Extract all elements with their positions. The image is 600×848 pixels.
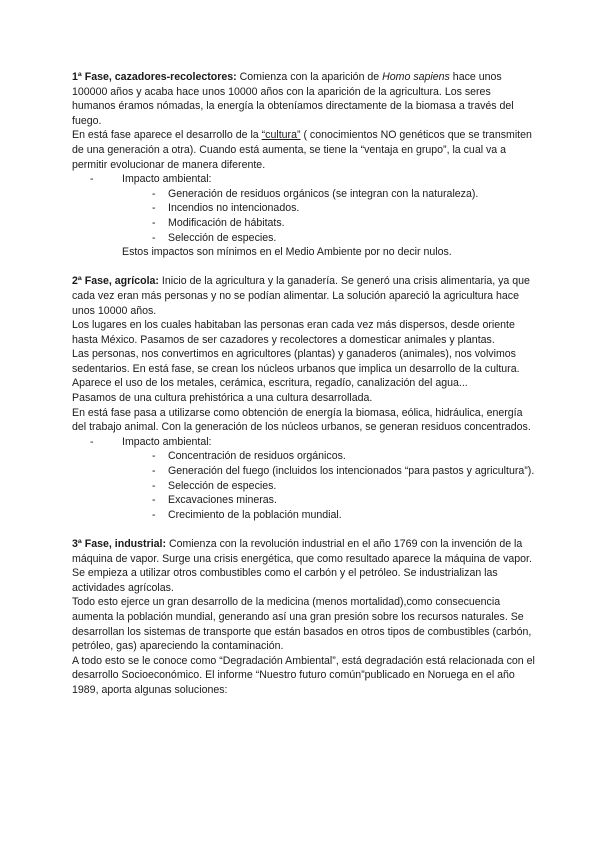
impact-sublist — [122, 187, 537, 245]
paragraph: A todo esto se le conoce como “Degradación Ambiental”, está degradación está relacionada con el desarrollo Socioeconómico. El informe “Nuestro futuro común”publicado en Noruega en el año 1989, aporta algunas soluciones: — [72, 654, 535, 696]
spacer — [72, 522, 537, 537]
text-run: En está fase aparece el desarrollo de la — [72, 129, 262, 142]
paragraph — [72, 537, 537, 595]
section-title: 3ª Fase, industrial: — [72, 538, 166, 550]
section-title: 1ª Fase, cazadores-recolectores: — [72, 71, 237, 83]
list-item: - Generación de residuos orgánicos (se integran con la naturaleza). — [152, 187, 537, 202]
paragraph — [72, 274, 537, 318]
list-item: - Selección de especies. — [152, 231, 537, 246]
paragraph: Todo esto ejerce un gran desarrollo de la medicina (menos mortalidad),como consecuencia aumenta la población mundial, generando así una gran presión sobre los recursos naturales. Se desarrollan los sistemas de transporte que están basados en otros tipos de combustibles (carbón, petróleo, gas) apareciendo la contaminación. — [72, 596, 532, 653]
list-item — [90, 172, 537, 245]
impact-list — [72, 172, 537, 245]
list-item — [90, 435, 537, 523]
section-hunter-gatherers — [72, 70, 537, 260]
list-item: - Generación del fuego (incluidos los intencionados “para pastos y agricultura”). — [152, 464, 537, 479]
paragraph: En está fase pasa a utilizarse como obtención de energía la biomasa, eólica, hidráulica, energía del trabajo animal. Con la generación de los núcleos urbanos, se generan residuos concentrados. — [72, 406, 531, 434]
section-title: 2ª Fase, agrícola: — [72, 275, 159, 288]
document-body — [72, 70, 537, 698]
impact-label: Impacto ambiental: — [122, 435, 212, 448]
list-item: - Excavaciones mineras. — [152, 493, 537, 508]
list-item: - Incendios no intencionados. — [152, 201, 537, 216]
impact-label: Impacto ambiental: — [122, 173, 212, 186]
impact-note: Estos impactos son mínimos en el Medio Ambiente por no decir nulos. — [122, 246, 452, 259]
list-item: - Crecimiento de la población mundial. — [152, 508, 537, 523]
section-industrial — [72, 537, 537, 698]
paragraph: Los lugares en los cuales habitaban las personas eran cada vez más dispersos, desde oriente hasta México. Pasamos de ser cazadores y recolectores a domesticar animales y plantas. — [72, 319, 515, 346]
spacer — [72, 260, 537, 275]
paragraph: Las personas, nos convertimos en agricultores (plantas) y ganaderos (animales), nos volvimos sedentarios. En está fase, se crean los núcleos urbanos que implica un desarrollo de la cultura. — [72, 348, 520, 375]
paragraph — [72, 70, 537, 128]
list-item: - Concentración de residuos orgánicos. — [152, 449, 537, 464]
species-name: Homo sapiens — [382, 71, 450, 83]
section-agricultural — [72, 274, 537, 522]
impact-sublist — [122, 449, 537, 522]
list-item: - Modificación de hábitats. — [152, 216, 537, 231]
paragraph: Aparece el uso de los metales, cerámica, escritura, regadío, canalización del agua... — [72, 377, 468, 390]
paragraph — [72, 128, 537, 172]
text-run: Comienza con la aparición de — [236, 71, 383, 83]
underlined-term: “cultura” — [261, 129, 301, 142]
list-item: - Selección de especies. — [152, 479, 537, 494]
text-run: Inicio de la agricultura y la ganadería. Se generó una crisis alimentaria, ya que cada vez eran más personas y no se podían alimentar. La solución apareció la agricultura hace unos 10000 años. — [72, 275, 530, 317]
text-run: hace unos 100000 años y acaba hace unos 10000 años con la aparición de la agricultura. Los seres humanos éramos nómadas, la energía la obteníamos directamente de la biomasa a través del fuego. — [72, 71, 514, 127]
paragraph: Pasamos de una cultura prehistórica a una cultura desarrollada. — [72, 392, 373, 405]
text-run: Comienza con la revolución industrial en el año 1769 con la invención de la máquina de vapor. Surge una crisis energética, que como resultado aparece la máquina de vapor. Se empieza a utilizar otros combustibles como el carbón y el petróleo. Se industrializan las actividades agrícolas. — [72, 538, 532, 594]
text-run: ( conocimientos NO genéticos que se transmiten de una generación a otra). Cuando está aumenta, se tiene la “ventaja en grupo”, la cual va a permitir evolucionar de manera diferente. — [72, 129, 532, 171]
impact-list — [72, 435, 537, 523]
